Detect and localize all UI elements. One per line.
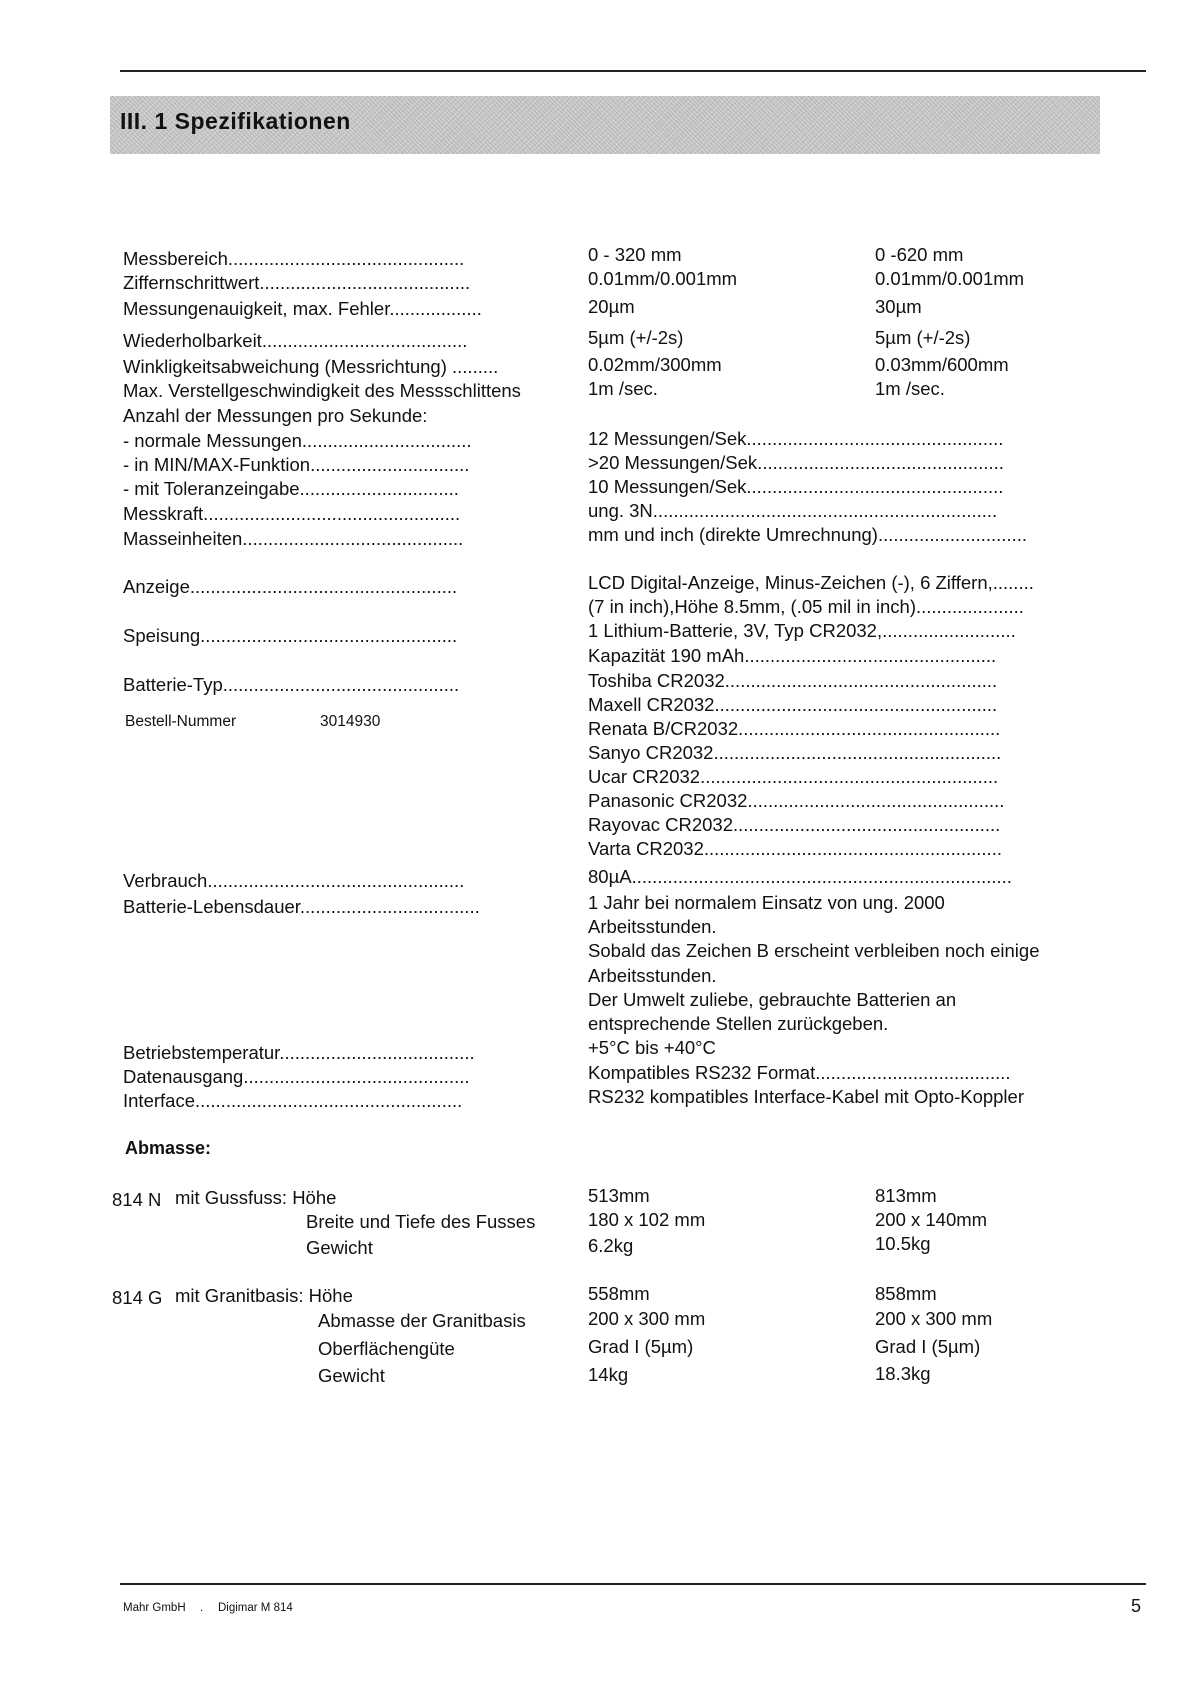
- dim-value-2: 10.5kg: [875, 1233, 931, 1254]
- battery-type: Maxell CR2032.......................................................: [588, 694, 998, 715]
- spec-label: Messbereich..............................................: [123, 248, 465, 269]
- spec-value: 10 Messungen/Sek..................................................: [588, 476, 1004, 497]
- spec-label-anzeige: Anzeige....................................................: [123, 576, 458, 597]
- dim-label: Breite und Tiefe des Fusses: [306, 1211, 536, 1232]
- dim-label: Abmasse der Granitbasis: [318, 1310, 526, 1331]
- spec-label: Interface....................................................: [123, 1090, 463, 1111]
- spec-value: >20 Messungen/Sek................................................: [588, 452, 1004, 473]
- battery-type: Ucar CR2032..........................................................: [588, 766, 999, 787]
- lebensdauer-line: Sobald das Zeichen B erscheint verbleiben noch einige: [588, 940, 1040, 961]
- order-number-label: Bestell-Nummer: [125, 713, 237, 730]
- spec-value: ung. 3N...................................................................: [588, 500, 998, 521]
- spec-label: Messkraft..................................................: [123, 503, 461, 524]
- spec-value-620: 5µm (+/-2s): [875, 327, 971, 348]
- spec-value-620: 0 -620 mm: [875, 244, 964, 265]
- dim-label: Gewicht: [306, 1237, 373, 1258]
- lebensdauer-line: Arbeitsstunden.: [588, 916, 717, 937]
- dim-label: Oberflächengüte: [318, 1338, 455, 1359]
- battery-type: Sanyo CR2032........................................................: [588, 742, 1002, 763]
- footer-product: Digimar M 814: [218, 1602, 293, 1614]
- dim-value-1: 513mm: [588, 1185, 650, 1206]
- dim-value-1: Grad I (5µm): [588, 1336, 694, 1357]
- spec-value-320: 20µm: [588, 296, 635, 317]
- spec-value: mm und inch (direkte Umrechnung).............................: [588, 524, 1028, 545]
- spec-label: Messungenauigkeit, max. Fehler..................: [123, 298, 482, 319]
- spec-value-320: 0.02mm/300mm: [588, 354, 722, 375]
- spec-value-320: 0 - 320 mm: [588, 244, 682, 265]
- dim-value-1: 6.2kg: [588, 1235, 634, 1256]
- spec-label-lebensdauer: Batterie-Lebensdauer...................................: [123, 896, 480, 917]
- speisung-line: 1 Lithium-Batterie, 3V, Typ CR2032,..........................: [588, 620, 1016, 641]
- spec-value: +5°C bis +40°C: [588, 1037, 716, 1058]
- lebensdauer-line: Arbeitsstunden.: [588, 965, 717, 986]
- spec-label: Anzahl der Messungen pro Sekunde:: [123, 405, 428, 426]
- spec-label-speisung: Speisung..................................................: [123, 625, 458, 646]
- battery-type: Rayovac CR2032....................................................: [588, 814, 1001, 835]
- footer-company: Mahr GmbH: [123, 1602, 186, 1614]
- spec-label: Datenausgang............................................: [123, 1066, 470, 1087]
- model-814g-base: mit Granitbasis: Höhe: [175, 1285, 353, 1306]
- spec-label: Wiederholbarkeit........................................: [123, 330, 468, 351]
- spec-label: Winkligkeitsabweichung (Messrichtung) .........: [123, 356, 499, 377]
- dim-label: Gewicht: [318, 1365, 385, 1386]
- spec-value-320: 1m /sec.: [588, 378, 658, 399]
- anzeige-line: LCD Digital-Anzeige, Minus-Zeichen (-), 6 Ziffern,........: [588, 572, 1034, 593]
- dim-value-2: 858mm: [875, 1283, 937, 1304]
- spec-label: Max. Verstellgeschwindigkeit des Messschlittens: [123, 380, 521, 401]
- dim-value-2: 200 x 300 mm: [875, 1308, 993, 1329]
- footer-rule: [120, 1583, 1146, 1585]
- lebensdauer-line: entsprechende Stellen zurückgeben.: [588, 1013, 889, 1034]
- battery-type: Toshiba CR2032.....................................................: [588, 670, 998, 691]
- spec-label: - normale Messungen.................................: [123, 430, 472, 451]
- dim-value-2: 813mm: [875, 1185, 937, 1206]
- spec-label: - in MIN/MAX-Funktion...............................: [123, 454, 470, 475]
- spec-label: - mit Toleranzeingabe...............................: [123, 478, 459, 499]
- anzeige-line: (7 in inch),Höhe 8.5mm, (.05 mil in inch).....................: [588, 596, 1024, 617]
- section-title: III. 1 Spezifikationen: [120, 108, 351, 134]
- spec-value-320: 0.01mm/0.001mm: [588, 268, 738, 289]
- lebensdauer-line: 1 Jahr bei normalem Einsatz von ung. 2000: [588, 892, 945, 913]
- spec-label: Masseinheiten...........................................: [123, 528, 464, 549]
- dim-value-2: Grad I (5µm): [875, 1336, 981, 1357]
- spec-value-620: 30µm: [875, 296, 922, 317]
- spec-value: 12 Messungen/Sek..................................................: [588, 428, 1004, 449]
- battery-type: Panasonic CR2032..................................................: [588, 790, 1005, 811]
- spec-value: RS232 kompatibles Interface-Kabel mit Opto-Koppler: [588, 1086, 1024, 1107]
- model-814g: 814 G: [112, 1287, 163, 1308]
- lebensdauer-line: Der Umwelt zuliebe, gebrauchte Batterien an: [588, 989, 957, 1010]
- spec-value-620: 0.01mm/0.001mm: [875, 268, 1025, 289]
- verbrauch-value: 80µA..........................................................................: [588, 866, 1012, 887]
- dim-value-1: 200 x 300 mm: [588, 1308, 706, 1329]
- abmasse-heading: Abmasse:: [125, 1138, 212, 1158]
- spec-value: Kompatibles RS232 Format......................................: [588, 1062, 1011, 1083]
- order-number: 3014930: [320, 713, 381, 730]
- model-814n: 814 N: [112, 1189, 162, 1210]
- dim-value-1: 558mm: [588, 1283, 650, 1304]
- top-rule: [120, 70, 1146, 72]
- dim-value-1: 180 x 102 mm: [588, 1209, 706, 1230]
- spec-label-verbrauch: Verbrauch..................................................: [123, 870, 465, 891]
- section-banner: [110, 96, 1100, 154]
- dim-value-2: 200 x 140mm: [875, 1209, 988, 1230]
- speisung-line: Kapazität 190 mAh.................................................: [588, 645, 997, 666]
- spec-label: Ziffernschrittwert.........................................: [123, 272, 471, 293]
- spec-label: Betriebstemperatur......................................: [123, 1042, 475, 1063]
- model-814n-base: mit Gussfuss: Höhe: [175, 1187, 337, 1208]
- spec-label-batterie: Batterie-Typ..............................................: [123, 674, 460, 695]
- spec-value-620: 0.03mm/600mm: [875, 354, 1009, 375]
- spec-value-620: 1m /sec.: [875, 378, 945, 399]
- battery-type: Varta CR2032..........................................................: [588, 838, 1002, 859]
- page-number: 5: [1131, 1596, 1142, 1616]
- battery-type: Renata B/CR2032...................................................: [588, 718, 1001, 739]
- dim-value-1: 14kg: [588, 1364, 629, 1385]
- spec-value-320: 5µm (+/-2s): [588, 327, 684, 348]
- footer-separator: .: [200, 1602, 204, 1614]
- dim-value-2: 18.3kg: [875, 1363, 931, 1384]
